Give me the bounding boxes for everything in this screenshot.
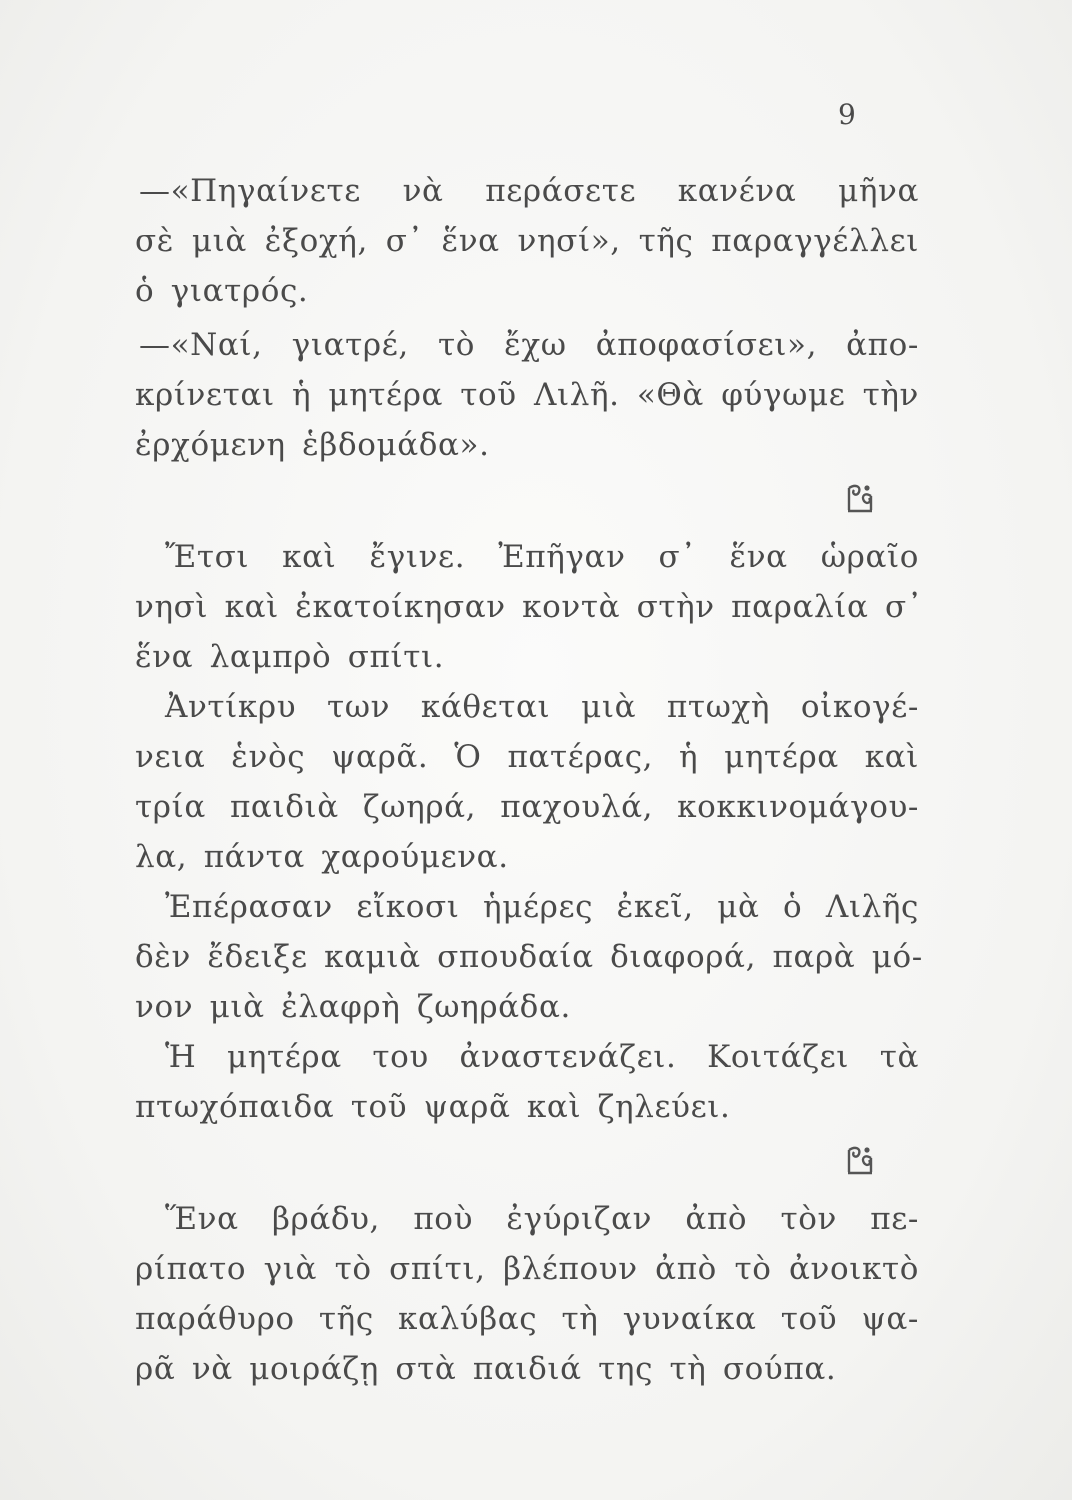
text-line: ὁ γιατρός. xyxy=(135,273,309,309)
text-line: Ἕνα βράδυ, ποὺ ἐγύριζαν ἀπὸ τὸν πε- xyxy=(165,1201,919,1237)
text-line: ἕνα λαμπρὸ σπίτι. xyxy=(135,639,445,675)
text-line: Ἐπέρασαν εἴκοσι ἡμέρες ἐκεῖ, μὰ ὁ Λιλῆς xyxy=(165,889,919,925)
page-number: 9 xyxy=(838,98,856,131)
text-line: Ἀντίκρυ των κάθεται μιὰ πτωχὴ οἰκογέ- xyxy=(165,689,919,725)
section-break xyxy=(135,470,919,532)
text-line: λα, πάντα χαρούμενα. xyxy=(135,839,509,875)
text-line: —«Πηγαίνετε νὰ περάσετε κανένα μῆνα xyxy=(139,173,919,209)
text-line: ρᾶ νὰ μοιράζῃ στὰ παιδιά της τὴ σούπα. xyxy=(135,1351,837,1387)
text-line: ἐρχόμενη ἑβδομάδα». xyxy=(135,427,490,463)
text-line: Ἡ μητέρα του ἀναστενάζει. Κοιτάζει τὰ xyxy=(165,1039,919,1075)
text-line: τρία παιδιὰ ζωηρά, παχουλά, κοκκινομάγου- xyxy=(135,789,919,825)
section-break xyxy=(135,1132,919,1194)
text-line: πτωχόπαιδα τοῦ ψαρᾶ καὶ ζηλεύει. xyxy=(135,1089,731,1125)
text-line: —«Ναί, γιατρέ, τὸ ἔχω ἀποφασίσει», ἀπο- xyxy=(139,327,919,363)
text-line: κρίνεται ἡ μητέρα τοῦ Λιλῆ. «Θὰ φύγωμε τὴν xyxy=(135,377,919,413)
text-line: ρίπατο γιὰ τὸ σπίτι, βλέπουν ἀπὸ τὸ ἀνοικτὸ xyxy=(135,1251,919,1287)
text-line: νησὶ καὶ ἐκατοίκησαν κοντὰ στὴν παραλία σ᾿ xyxy=(135,589,923,625)
fleuron-icon xyxy=(845,1144,875,1176)
fleuron-icon xyxy=(845,482,875,514)
text-line: σὲ μιὰ ἐξοχή, σ᾿ ἕνα νησί», τῆς παραγγέλλει xyxy=(135,223,919,259)
text-line: νον μιὰ ἐλαφρὴ ζωηράδα. xyxy=(135,989,571,1025)
text-line: παράθυρο τῆς καλύβας τὴ γυναίκα τοῦ ψα- xyxy=(135,1301,919,1337)
text-body xyxy=(135,166,923,1394)
text-line: δὲν ἔδειξε καμιὰ σπουδαία διαφορά, παρὰ μό- xyxy=(135,939,923,975)
text-line: Ἔτσι καὶ ἔγινε. Ἐπῆγαν σ᾿ ἕνα ὡραῖο xyxy=(165,539,919,575)
text-line: νεια ἑνὸς ψαρᾶ. Ὁ πατέρας, ἡ μητέρα καὶ xyxy=(135,739,919,775)
